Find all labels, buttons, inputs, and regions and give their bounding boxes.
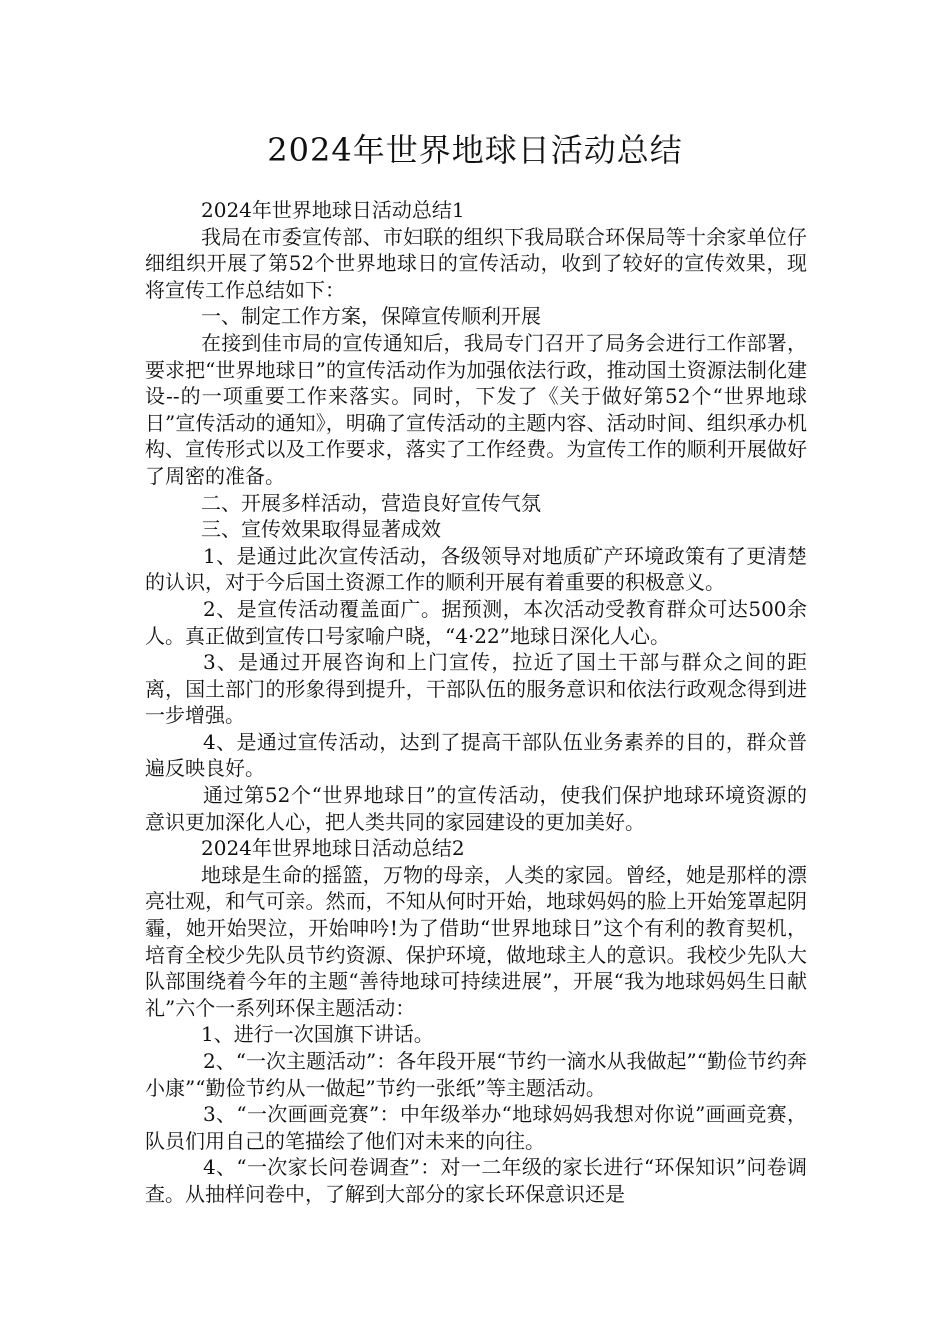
paragraph-plan: 在接到佳市局的宣传通知后，我局专门召开了局务会进行工作部署，要求把“世界地球日”的宣传活动作为加强依法行政，推动国土资源法制化建设--的一项重要工作来落实。同时，下发了《关于做好第52个“世界地球日”宣传活动的通知》，明确了宣传活动的主题内容、活动时间、组织承办机构、宣传形式以及工作要求，落实了工作经费。为宣传工作的顺利开展做好了周密的准备。 [145,330,807,488]
subheading-results: 三、宣传效果取得显著成效 [201,517,441,542]
result-item-2: 2、是宣传活动覆盖面广。据预测，本次活动受教育群众可达500余人。真正做到宣传口号家喻户晓，“4·22”地球日深化人心。 [145,596,807,648]
document-title: 2024年世界地球日活动总结 [267,131,683,169]
result-item-4: 4、是通过宣传活动，达到了提高干部队伍业务素养的目的，群众普遍反映良好。 [145,729,807,781]
subheading-activities: 二、开展多样活动，营造良好宣传气氛 [201,490,541,515]
activity-item-1: 1、进行一次国旗下讲话。 [201,1022,434,1047]
section-heading-1: 2024年世界地球日活动总结1 [201,198,465,222]
document-body [145,197,807,1208]
activity-item-2: 2、“一次主题活动”：各年段开展“节约一滴水从我做起”“勤俭节约奔小康”“勤俭节约从一做起”节约一张纸”等主题活动。 [145,1049,807,1100]
result-item-3: 3、是通过开展咨询和上门宣传，拉近了国土干部与群众之间的距离，国土部门的形象得到提升，干部队伍的服务意识和依法行政观念得到进一步增强。 [145,650,807,728]
paragraph-intro: 我局在市委宣传部、市妇联的组织下我局联合环保局等十余家单位仔细组织开展了第52个世界地球日的宣传活动，收到了较好的宣传效果，现将宣传工作总结如下： [145,224,807,302]
section-heading-2: 2024年世界地球日活动总结2 [201,836,465,861]
activity-item-3: 3、“一次画画竞赛”：中年级举办“地球妈妈我想对你说”画画竞赛，队员们用自己的笔描绘了他们对未来的向往。 [145,1102,807,1153]
result-item-1: 1、是通过此次宣传活动，各级领导对地质矿产环境政策有了更清楚的认识，对于今后国土资源工作的顺利开展有着重要的积极意义。 [145,543,807,595]
paragraph-earth: 地球是生命的摇篮，万物的母亲，人类的家园。曾经，她是那样的漂亮壮观，和气可亲。然而，不知从何时开始，地球妈妈的脸上开始笼罩起阴霾，她开始哭泣，开始呻吟!为了借助“世界地球日”这个有利的教育契机，培育全校少先队员节约资源、保护环境，做地球主人的意识。我校少先队大队部围绕着今年的主题“善待地球可持续进展”，开展“我为地球妈妈生日献礼”六个一系列环保主题活动： [145,862,807,1020]
activity-item-4: 4、“一次家长问卷调查”：对一二年级的家长进行“环保知识”问卷调查。从抽样问卷中，了解到大部分的家长环保意识还是 [145,1155,807,1206]
subheading-plan: 一、制定工作方案，保障宣传顺利开展 [201,304,541,329]
paragraph-conclusion: 通过第52个“世界地球日”的宣传活动，使我们保护地球环境资源的意识更加深化人心，把人类共同的家园建设的更加美好。 [145,783,807,834]
